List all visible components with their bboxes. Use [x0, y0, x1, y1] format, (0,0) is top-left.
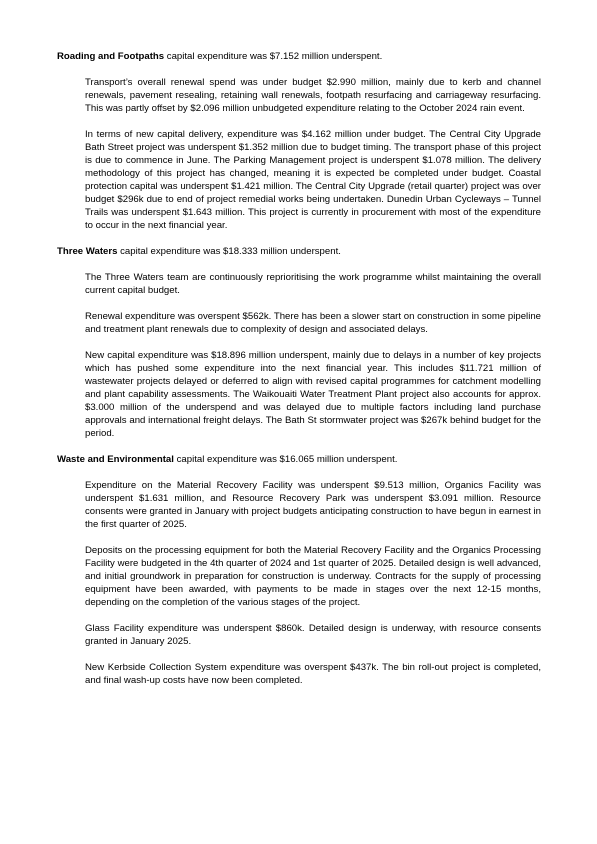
section-heading-text: capital expenditure was $7.152 million underspent.: [164, 51, 383, 62]
paragraph: The Three Waters team are continuously reprioritising the work programme whilst maintaining the overall current capital budget.: [85, 272, 541, 296]
paragraph: Transport’s overall renewal spend was under budget $2.990 million, mainly due to kerb and channel renewals, pavement resealing, retaining wall renewals, footpath resurfacing and carriageway resurfacing. This was partly offset by $2.096 million unbudgeted expenditure relating to the October 2024 rain event.: [85, 77, 541, 114]
paragraph: In terms of new capital delivery, expenditure was $4.162 million under budget. The Central City Upgrade Bath Street project was underspent $1.352 million due to budget timing. The transport phase of this project is due to commence in June. The Parking Management project is underspent $1.078 million. The delivery methodology of this project has changed, meaning it is expected be completed under budget. Coastal protection capital was underspent $1.421 million. The Central City Upgrade (retail quarter) project was over budget $296k due to end of project remedial works being undertaken. Dunedin Urban Cycleways – Tunnel Trails was underspent $1.643 million. This project is currently in procurement with most of the expenditure to occur in the next financial year.: [85, 129, 541, 231]
document-page: [57, 50, 541, 700]
paragraph: Glass Facility expenditure was underspent $860k. Detailed design is underway, with resource consents granted in January 2025.: [85, 623, 541, 647]
section-heading-roading: [57, 50, 541, 63]
paragraph: New capital expenditure was $18.896 million underspent, mainly due to delays in a number of key projects which has pushed some expenditure into the next financial year. This includes $11.721 million of wastewater projects delayed or deferred to align with revised capital programmes for catchment modelling and plant capability assessments. The Waikouaiti Water Treatment Plant project also accounts for approx. $3.000 million of the underspend and was delayed due to multiple factors including land purchase approvals and international freight delays. The Bath St stormwater project was $267k behind budget for the period.: [85, 350, 541, 439]
section-heading-text: capital expenditure was $16.065 million underspent.: [173, 454, 398, 465]
section-heading-bold: Waste and Environmental: [57, 454, 174, 465]
paragraph: Expenditure on the Material Recovery Facility was underspent $9.513 million, Organics Facility was underspent $1.631 million, and Resource Recovery Park was underspent $3.091 million. Resource consents were granted in January with project budgets anticipating construction to have begun in earnest in the first quarter of 2025.: [85, 480, 541, 530]
section-heading-text: capital expenditure was $18.333 million underspent.: [117, 246, 341, 257]
section-heading-bold: Roading and Footpaths: [57, 51, 165, 62]
section-heading-bold: Three Waters: [57, 246, 118, 257]
paragraph: Renewal expenditure was overspent $562k. There has been a slower start on construction in some pipeline and treatment plant renewals due to complexity of design and associated delays.: [85, 311, 541, 335]
section-heading-three-waters: [57, 245, 541, 258]
paragraph: New Kerbside Collection System expenditure was overspent $437k. The bin roll-out project is completed, and final wash-up costs have now been completed.: [85, 662, 541, 686]
section-heading-waste: [57, 453, 541, 466]
paragraph: Deposits on the processing equipment for both the Material Recovery Facility and the Organics Processing Facility were budgeted in the 4th quarter of 2024 and 1st quarter of 2025. Detailed design is well advanced, and initial groundwork in preparation for construction is underway. Contracts for the supply of processing equipment have been awarded, with payments to be made in stages over the next 12-15 months, depending on the completion of the various stages of the project.: [85, 545, 541, 608]
